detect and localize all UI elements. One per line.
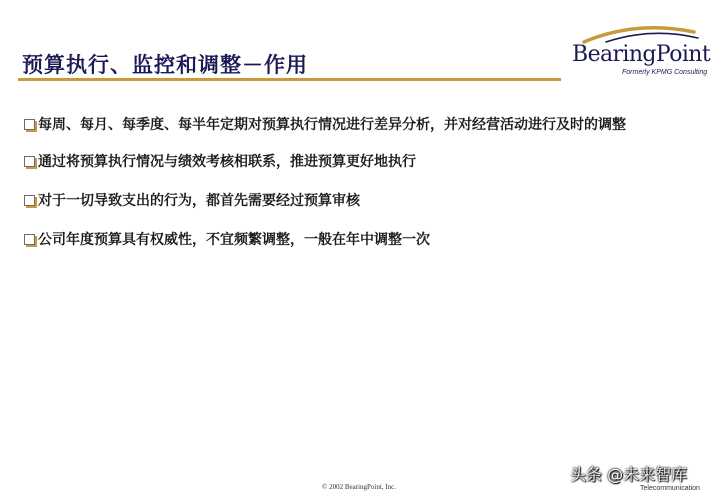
bullet-text: 每周、每月、每季度、每半年定期对预算执行情况进行差异分析，并对经营活动进行及时的调整	[38, 117, 626, 133]
bullet-text: 对于一切导致支出的行为，都首先需要经过预算审核	[38, 193, 360, 209]
logo-name: BearingPoint	[572, 42, 711, 67]
title-underline	[18, 78, 561, 81]
bullet-item	[24, 190, 696, 212]
checkbox-bullet-icon	[24, 195, 35, 206]
checkbox-bullet-icon	[24, 234, 35, 245]
logo-subtitle: Formerly KPMG Consulting	[622, 69, 708, 76]
bullet-item	[24, 114, 696, 136]
checkbox-bullet-icon	[24, 119, 35, 130]
checkbox-bullet-icon	[24, 156, 35, 167]
bullet-text: 通过将预算执行情况与绩效考核相联系，推进预算更好地执行	[38, 154, 416, 170]
bearingpoint-logo	[566, 18, 711, 80]
watermark: 头条 @未来智库	[570, 465, 688, 484]
slide-title: 预算执行、监控和调整－作用	[22, 52, 308, 77]
bullet-item	[24, 229, 696, 251]
bullet-item	[24, 151, 696, 173]
bullet-list	[24, 114, 696, 251]
bullet-text: 公司年度预算具有权威性，不宜频繁调整，一般在年中调整一次	[38, 232, 430, 248]
footer-right-text: Telecommunication	[640, 485, 700, 492]
footer-copyright: © 2002 BearingPoint, Inc.	[322, 483, 396, 491]
